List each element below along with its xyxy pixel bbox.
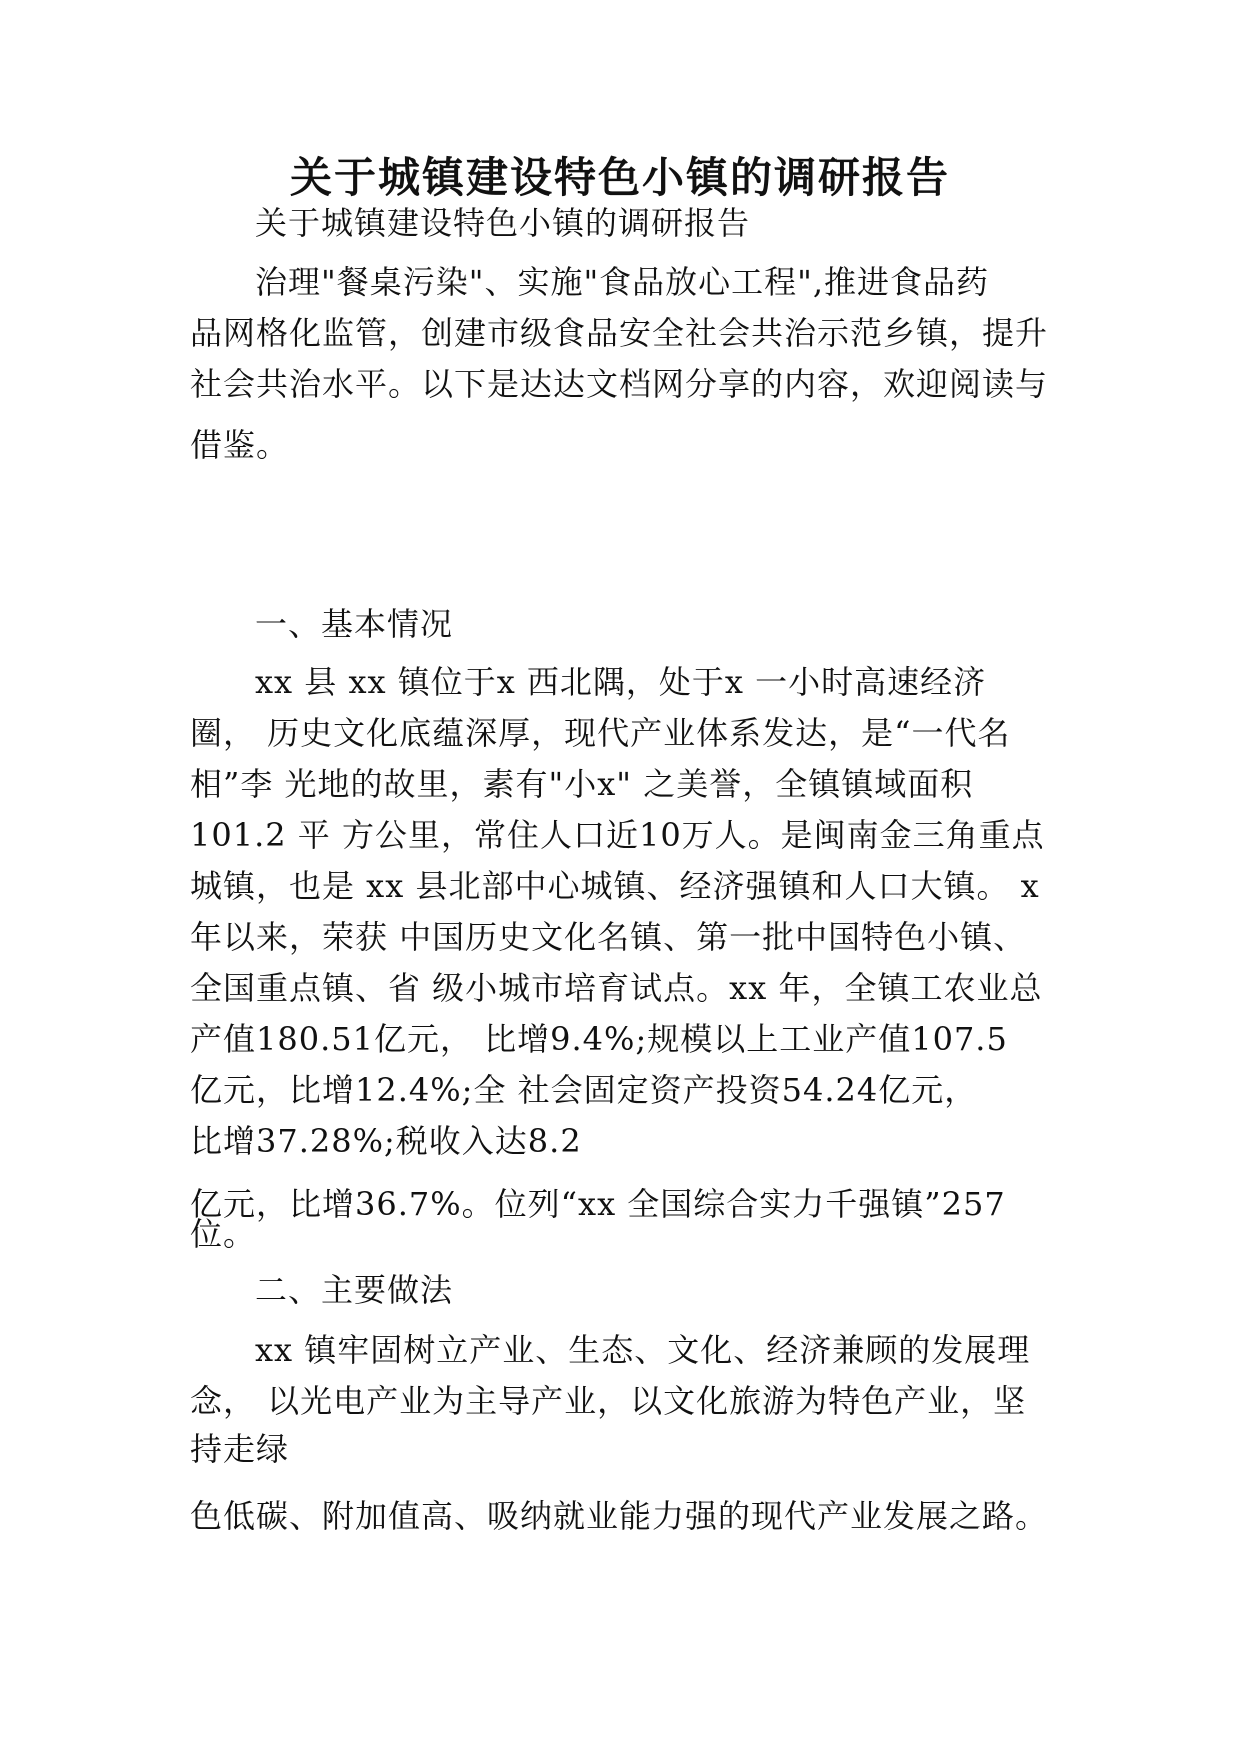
body-line: 年以来，荣获 中国历史文化名镇、第一批中国特色小镇、 [190, 918, 1027, 956]
body-line: 全国重点镇、省 级小城市培育试点。xx 年，全镇工农业总 [190, 969, 1043, 1007]
body-line: 圈， 历史文化底蕴深厚，现代产业体系发达，是“一代名 [190, 714, 1011, 752]
body-line: 相”李 光地的故里，素有"小x" 之美誉，全镇镇域面积 [190, 765, 974, 803]
intro-line: 社会共治水平。以下是达达文档网分享的内容，欢迎阅读与 [190, 365, 1049, 403]
body-line: 持走绿 [190, 1430, 290, 1468]
body-line: 位。 [190, 1215, 257, 1253]
body-line: 101.2 平 方公里，常住人口近10万人。是闽南金三角重点 [190, 816, 1045, 854]
intro-line: 治理"餐桌污染"、实施"食品放心工程",推进食品药 [255, 263, 990, 301]
document-title: 关于城镇建设特色小镇的调研报告 [289, 153, 950, 202]
section-heading: 一、基本情况 [255, 605, 454, 643]
body-line: 亿元，比增36.7%。位列“xx 全国综合实力千强镇”257 [190, 1185, 1006, 1223]
body-line: 念， 以光电产业为主导产业，以文化旅游为特色产业，坚 [190, 1382, 1027, 1420]
body-line: 色低碳、附加值高、吸纳就业能力强的现代产业发展之路。 [190, 1497, 1049, 1535]
body-line: 产值180.51亿元， 比增9.4%;规模以上工业产值107.5 [190, 1020, 1008, 1058]
section-heading: 二、主要做法 [255, 1271, 454, 1309]
body-line: 亿元，比增12.4%;全 社会固定资产投资54.24亿元， [190, 1071, 978, 1109]
subtitle-line: 关于城镇建设特色小镇的调研报告 [255, 204, 751, 242]
intro-line: 借鉴。 [190, 426, 290, 464]
body-line: 城镇，也是 xx 县北部中心城镇、经济强镇和人口大镇。 x [190, 867, 1040, 905]
intro-line: 品网格化监管，创建市级食品安全社会共治示范乡镇，提升 [190, 314, 1049, 352]
body-line: 比增37.28%;税收入达8.2 [190, 1122, 582, 1160]
body-line: xx 县 xx 镇位于x 西北隅，处于x 一小时高速经济 [255, 663, 987, 701]
body-line: xx 镇牢固树立产业、生态、文化、经济兼顾的发展理 [255, 1331, 1031, 1369]
